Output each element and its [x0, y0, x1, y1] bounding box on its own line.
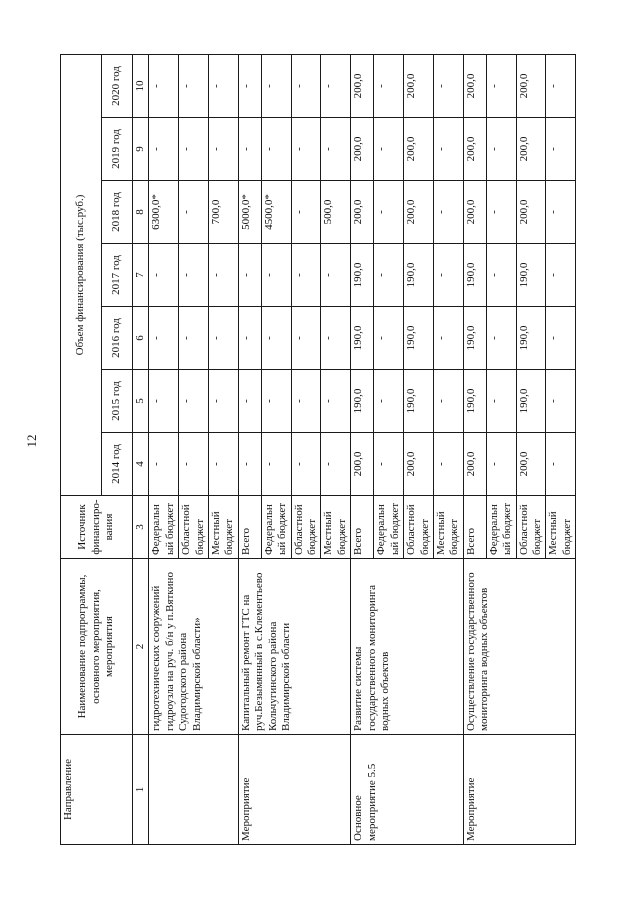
financing-table: [60, 54, 576, 845]
value-cell: -: [546, 433, 576, 496]
value-cell: 200,0: [463, 118, 486, 181]
value-cell: -: [238, 307, 261, 370]
value-cell: -: [486, 54, 516, 117]
value-cell: 6300,0*: [149, 181, 179, 244]
value-cell: -: [209, 433, 239, 496]
source-cell: Областной бюджет: [516, 496, 546, 559]
source-cell: Федеральный бюджет: [261, 496, 291, 559]
page-number: 12: [24, 434, 39, 448]
value-cell: 5000,0*: [238, 181, 261, 244]
table-row: [238, 54, 261, 844]
value-cell: 500,0: [321, 181, 351, 244]
source-cell: Федеральный бюджет: [374, 496, 404, 559]
value-cell: 200,0: [404, 433, 434, 496]
value-cell: -: [149, 370, 179, 433]
value-cell: 200,0: [351, 118, 374, 181]
value-cell: -: [261, 307, 291, 370]
value-cell: 200,0: [463, 54, 486, 117]
source-cell: Местный бюджет: [433, 496, 463, 559]
column-number: 10: [133, 54, 149, 117]
value-cell: -: [433, 433, 463, 496]
value-cell: -: [374, 370, 404, 433]
value-cell: -: [238, 118, 261, 181]
direction-cell: Мероприятие: [238, 735, 350, 845]
source-cell: Федеральный бюджет: [486, 496, 516, 559]
value-cell: 190,0: [404, 244, 434, 307]
value-cell: -: [261, 433, 291, 496]
value-cell: 190,0: [351, 307, 374, 370]
direction-cell: Основное мероприятие 5.5: [351, 735, 463, 845]
value-cell: -: [433, 370, 463, 433]
source-cell: Федеральный бюджет: [149, 496, 179, 559]
direction-cell: [149, 735, 238, 845]
value-cell: -: [179, 307, 209, 370]
value-cell: -: [238, 54, 261, 117]
value-cell: 200,0: [404, 181, 434, 244]
value-cell: -: [179, 54, 209, 117]
value-cell: 190,0: [351, 244, 374, 307]
value-cell: -: [546, 54, 576, 117]
value-cell: -: [291, 181, 321, 244]
column-number: 2: [133, 559, 149, 735]
value-cell: 200,0: [351, 181, 374, 244]
value-cell: 190,0: [463, 370, 486, 433]
value-cell: 700,0: [209, 181, 239, 244]
value-cell: -: [291, 433, 321, 496]
value-cell: -: [149, 118, 179, 181]
source-cell: Областной бюджет: [179, 496, 209, 559]
column-number: 1: [133, 735, 149, 845]
name-cell: гидротехнических сооружений гидроузла на руч. б/н у п.Вяткино Судогодского района Владимирской области»: [149, 559, 238, 735]
column-number: 7: [133, 244, 149, 307]
value-cell: -: [291, 118, 321, 181]
header-row: [61, 54, 102, 844]
value-cell: -: [209, 307, 239, 370]
source-cell: Всего: [238, 496, 261, 559]
value-cell: 190,0: [404, 307, 434, 370]
value-cell: -: [179, 118, 209, 181]
header-direction: Направление: [61, 735, 133, 845]
value-cell: -: [291, 54, 321, 117]
value-cell: -: [486, 244, 516, 307]
value-cell: -: [546, 370, 576, 433]
value-cell: -: [486, 370, 516, 433]
source-cell: Всего: [351, 496, 374, 559]
value-cell: -: [374, 118, 404, 181]
column-number: 6: [133, 307, 149, 370]
value-cell: 200,0: [516, 54, 546, 117]
value-cell: -: [546, 307, 576, 370]
column-number: 9: [133, 118, 149, 181]
header-year: 2015 год: [102, 370, 133, 433]
table-row: [463, 54, 486, 844]
value-cell: -: [149, 433, 179, 496]
value-cell: 190,0: [516, 307, 546, 370]
value-cell: -: [321, 54, 351, 117]
value-cell: -: [374, 307, 404, 370]
value-cell: -: [321, 433, 351, 496]
column-number: 4: [133, 433, 149, 496]
source-cell: Областной бюджет: [404, 496, 434, 559]
name-cell: Осуществление государственного мониторинга водных объектов: [463, 559, 575, 735]
value-cell: -: [291, 307, 321, 370]
value-cell: 190,0: [463, 244, 486, 307]
value-cell: -: [374, 181, 404, 244]
value-cell: -: [209, 54, 239, 117]
value-cell: -: [209, 244, 239, 307]
source-cell: Местный бюджет: [321, 496, 351, 559]
value-cell: 4500,0*: [261, 181, 291, 244]
value-cell: -: [321, 370, 351, 433]
value-cell: -: [238, 370, 261, 433]
value-cell: 200,0: [516, 118, 546, 181]
value-cell: -: [291, 244, 321, 307]
header-year: 2019 год: [102, 118, 133, 181]
value-cell: 200,0: [463, 433, 486, 496]
value-cell: -: [179, 370, 209, 433]
value-cell: 200,0: [351, 54, 374, 117]
value-cell: 190,0: [404, 370, 434, 433]
header-year: 2018 год: [102, 181, 133, 244]
value-cell: -: [374, 54, 404, 117]
header-volume: Объем финансирования (тыс.руб.): [61, 54, 102, 495]
value-cell: -: [149, 244, 179, 307]
header-name: Наименование подпрограммы, основного мероприятия, мероприятия: [61, 559, 133, 735]
value-cell: 200,0: [516, 181, 546, 244]
source-cell: Местный бюджет: [209, 496, 239, 559]
value-cell: 200,0: [404, 54, 434, 117]
value-cell: -: [486, 307, 516, 370]
value-cell: -: [291, 370, 321, 433]
direction-cell: Мероприятие: [463, 735, 575, 845]
source-cell: Местный бюджет: [546, 496, 576, 559]
column-number: 8: [133, 181, 149, 244]
value-cell: 190,0: [463, 307, 486, 370]
value-cell: -: [433, 244, 463, 307]
value-cell: -: [433, 54, 463, 117]
value-cell: -: [321, 307, 351, 370]
header-source: Источник финансиро-вания: [61, 496, 133, 559]
value-cell: -: [179, 433, 209, 496]
value-cell: -: [261, 244, 291, 307]
value-cell: -: [433, 181, 463, 244]
source-cell: Всего: [463, 496, 486, 559]
value-cell: -: [486, 433, 516, 496]
value-cell: -: [179, 181, 209, 244]
value-cell: -: [261, 118, 291, 181]
value-cell: -: [149, 54, 179, 117]
value-cell: -: [321, 244, 351, 307]
value-cell: -: [546, 118, 576, 181]
name-cell: Капитальный ремонт ГТС на руч.Безымянный в с.Клементьево Кольчугинского района Владимирской области: [238, 559, 350, 735]
header-year: 2014 год: [102, 433, 133, 496]
value-cell: -: [209, 370, 239, 433]
value-cell: -: [321, 118, 351, 181]
column-number: 5: [133, 370, 149, 433]
header-year: 2020 год: [102, 54, 133, 117]
value-cell: 200,0: [463, 181, 486, 244]
value-cell: 190,0: [516, 370, 546, 433]
value-cell: -: [149, 307, 179, 370]
value-cell: -: [261, 54, 291, 117]
column-number-row: [133, 54, 149, 844]
name-cell: Развитие системы государственного мониторинга водных объектов: [351, 559, 463, 735]
value-cell: -: [433, 118, 463, 181]
value-cell: -: [546, 244, 576, 307]
column-number: 3: [133, 496, 149, 559]
value-cell: 200,0: [404, 118, 434, 181]
value-cell: -: [486, 181, 516, 244]
value-cell: 200,0: [516, 433, 546, 496]
value-cell: 190,0: [516, 244, 546, 307]
source-cell: Областной бюджет: [291, 496, 321, 559]
value-cell: -: [374, 433, 404, 496]
value-cell: -: [433, 307, 463, 370]
header-year: 2016 год: [102, 307, 133, 370]
value-cell: -: [486, 118, 516, 181]
value-cell: -: [374, 244, 404, 307]
value-cell: 200,0: [351, 433, 374, 496]
value-cell: -: [238, 244, 261, 307]
header-year: 2017 год: [102, 244, 133, 307]
value-cell: -: [179, 244, 209, 307]
rotated-table-wrapper: [60, 55, 590, 845]
value-cell: -: [238, 433, 261, 496]
table-row: [351, 54, 374, 844]
value-cell: -: [261, 370, 291, 433]
table-row: [149, 54, 179, 844]
value-cell: -: [546, 181, 576, 244]
value-cell: -: [209, 118, 239, 181]
value-cell: 190,0: [351, 370, 374, 433]
